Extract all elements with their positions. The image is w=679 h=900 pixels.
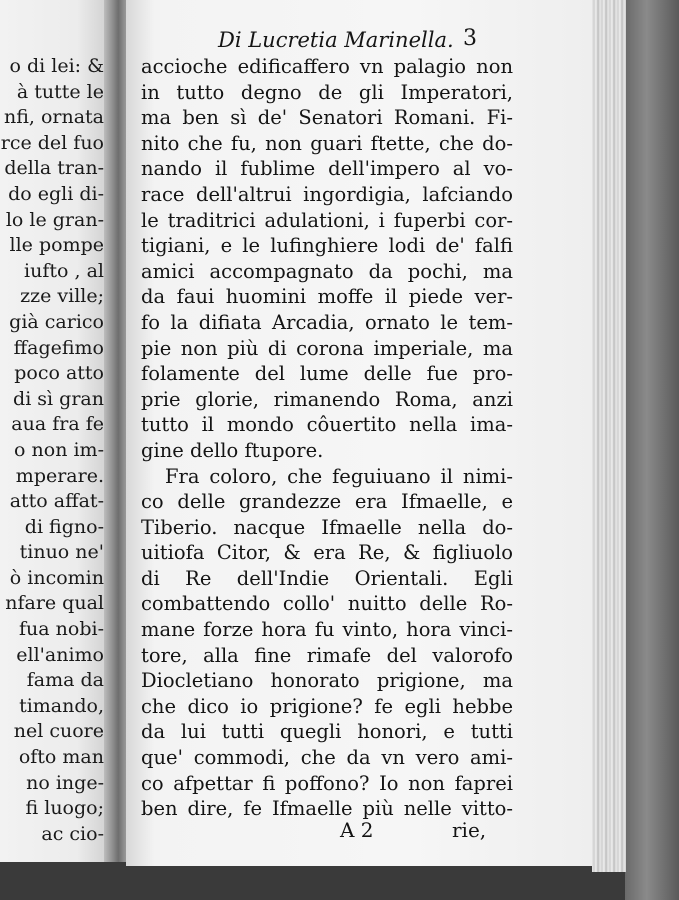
text-line: amici accompagnato da pochi, ma — [141, 259, 513, 283]
text-line: fo la difiata Arcadia, ornato le tem- — [141, 310, 513, 334]
left-page-line: della tran- — [4, 157, 104, 180]
left-page-line: fi luogo; — [25, 797, 104, 820]
text-line: le traditrici adulationi, i fuperbi cor- — [141, 208, 513, 232]
left-page-line: ell'animo — [16, 643, 104, 666]
signature-mark: A 2 — [340, 818, 374, 842]
text-line: tutto il mondo côuertito nella ima- — [141, 413, 513, 437]
left-page-line: ac cio- — [41, 822, 104, 845]
left-page-line: tinuo ne' — [19, 541, 104, 564]
left-page-line: mperare. — [15, 464, 104, 487]
left-page-line: no inge- — [26, 771, 104, 794]
text-line: da lui tutti quegli honori, e tutti — [141, 720, 513, 744]
left-page-line: do egli di- — [8, 182, 104, 205]
right-page-text — [141, 54, 513, 822]
left-page-line: ffagefimo — [13, 336, 104, 359]
text-line: prie glorie, rimanendo Roma, anzi — [141, 387, 513, 411]
background-right — [625, 0, 679, 900]
text-line: da faui huomini moffe il piede ver- — [141, 285, 513, 309]
text-line: pie non più di corona imperiale, ma — [141, 336, 513, 360]
text-line: di Re dell'Indie Orientali. Egli — [141, 566, 513, 590]
left-page-line: à tutte le — [16, 80, 104, 103]
text-line: ben dire, fe Ifmaelle più nelle vitto- — [141, 797, 513, 821]
text-line: combattendo collo' nuitto delle Ro- — [141, 592, 513, 616]
text-line: folamente del lume delle fue pro- — [141, 362, 513, 386]
catchword: rie, — [452, 818, 487, 842]
page-edge — [592, 0, 626, 872]
text-line: que' commodi, che da vn vero ami- — [141, 746, 513, 770]
left-page-line: o di lei: & — [9, 55, 104, 77]
left-page-line: atto affat- — [9, 490, 104, 513]
text-line: ma ben sì de' Senatori Romani. Fi- — [141, 106, 513, 130]
left-page-line: di sì gran — [13, 387, 104, 410]
left-page-line: già carico — [9, 310, 104, 333]
left-page-text — [0, 54, 104, 847]
left-page-line: rce del fuo — [0, 131, 104, 154]
left-page-line: iufto , al — [24, 259, 104, 282]
left-page-line: nel cuore — [13, 720, 104, 743]
left-page-line: fua nobi- — [19, 618, 104, 641]
left-page-line: lle pompe — [9, 234, 104, 257]
text-line: gine dello ftupore. — [141, 438, 324, 462]
text-line: che dico io prigione? fe egli hebbe — [141, 694, 513, 718]
text-line: tigiani, e le lufinghiere lodi de' falfi — [141, 234, 513, 258]
left-page-line: zze ville; — [20, 285, 104, 308]
left-page-line: ofto man — [18, 746, 104, 769]
text-line: nando il fublime dell'impero al vo- — [141, 157, 513, 181]
left-page — [0, 0, 110, 862]
left-page-line: aua fra fe — [11, 413, 104, 436]
page-number: 3 — [463, 26, 477, 51]
left-page-line: ò incomin — [9, 566, 104, 589]
text-line: accioche edificaffero vn palagio non — [141, 55, 513, 78]
text-line: nito che fu, non guari ftette, che do- — [141, 131, 513, 155]
left-page-line: timando, — [19, 694, 104, 717]
left-page-line: fama da — [26, 669, 104, 692]
text-line: Diocletiano honorato prigione, ma — [141, 669, 513, 693]
text-line: co afpettar fi poffono? Io non faprei — [141, 771, 513, 795]
text-line: Fra coloro, che feguiuano il nimi- — [165, 464, 513, 488]
background-bottom — [0, 860, 679, 900]
text-line: Tiberio. nacque Ifmaelle nella do- — [141, 515, 513, 539]
left-page-line: di figno- — [24, 515, 104, 538]
left-page-line: o non im- — [14, 438, 104, 461]
left-page-line: nfi, ornata — [3, 106, 104, 129]
left-page-line: poco atto — [14, 362, 104, 385]
left-page-line: lo le gran- — [5, 208, 104, 231]
text-line: in tutto degno de gli Imperatori, — [141, 80, 513, 104]
text-line: uitiofa Citor, & era Re, & figliuolo — [141, 541, 513, 565]
text-line: mane forze hora fu vinto, hora vinci- — [141, 618, 513, 642]
running-head: Di Lucretia Marinella. — [218, 28, 454, 52]
left-page-line: nfare qual — [5, 592, 104, 615]
text-line: tore, alla fine rimafe del valorofo — [141, 643, 513, 667]
text-line: race dell'altrui ingordigia, lafciando — [141, 182, 513, 206]
text-line: co delle grandezze era Ifmaelle, e — [141, 490, 513, 514]
